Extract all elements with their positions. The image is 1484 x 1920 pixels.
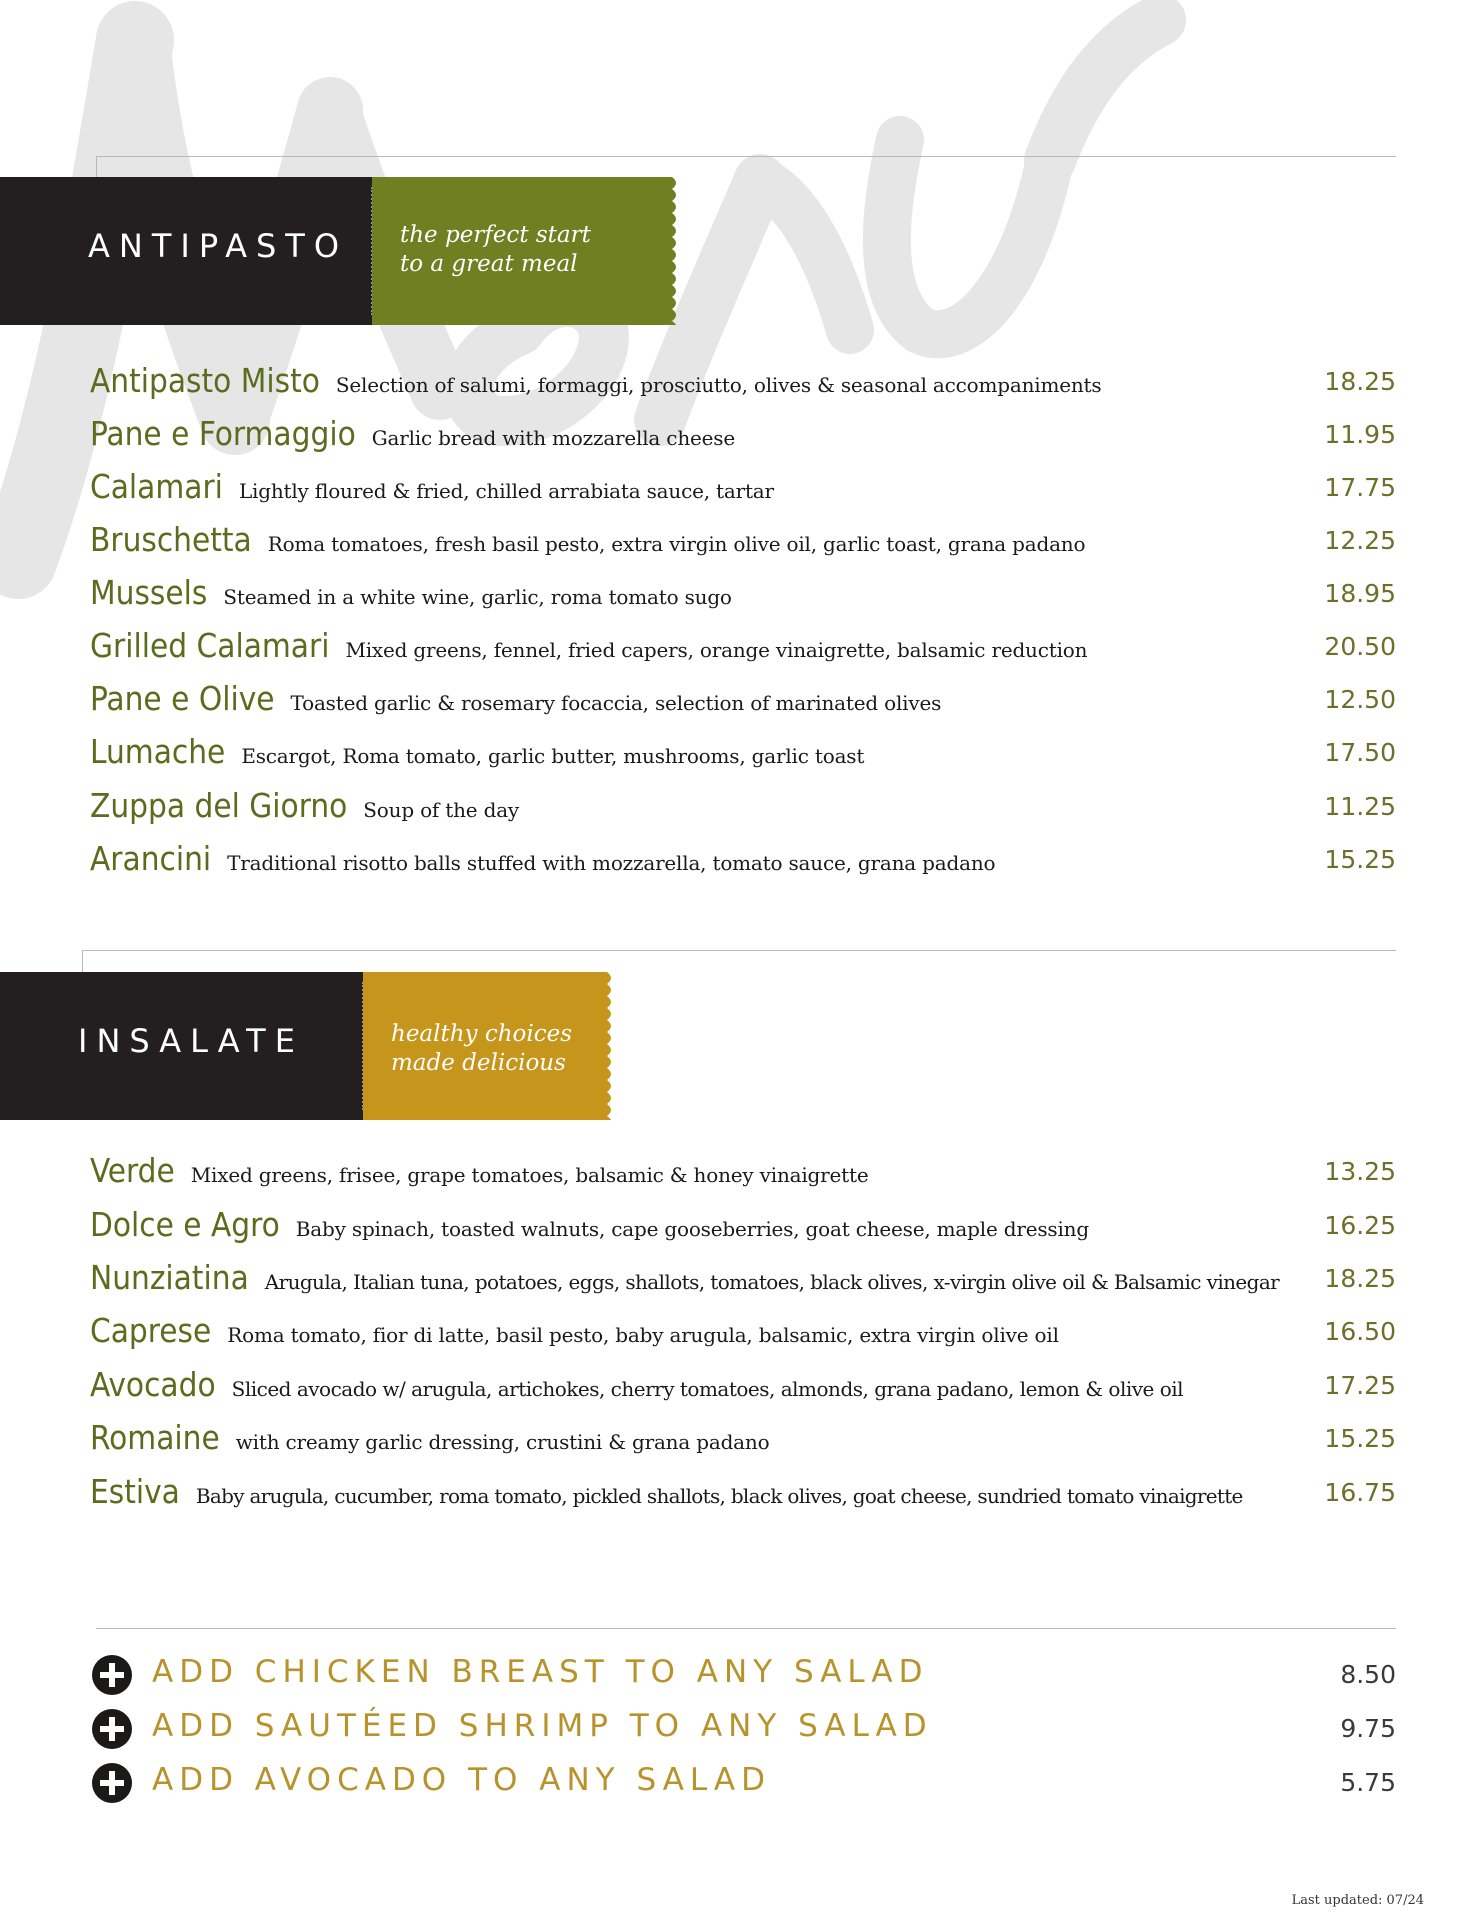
insalate-tagline bbox=[391, 1020, 631, 1078]
item-description: Sliced avocado w/ arugula, artichokes, cherry tomatoes, almonds, grana padano, lemon & olive oil bbox=[231, 1377, 1184, 1401]
item-price: 17.50 bbox=[1324, 738, 1396, 767]
item-price: 12.25 bbox=[1324, 526, 1396, 555]
addon-item bbox=[90, 1756, 1396, 1808]
item-description: with creamy garlic dressing, crustini & grana padano bbox=[235, 1430, 770, 1454]
item-description: Traditional risotto balls stuffed with mozzarella, tomato sauce, grana padano bbox=[227, 851, 996, 875]
item-price: 16.75 bbox=[1324, 1478, 1396, 1507]
item-description: Escargot, Roma tomato, garlic butter, mushrooms, garlic toast bbox=[241, 744, 865, 768]
menu-item bbox=[90, 723, 1396, 777]
item-description: Baby arugula, cucumber, roma tomato, pickled shallots, black olives, goat cheese, sundried tomato vinaigrette bbox=[195, 1484, 1243, 1508]
item-name: Nunziatina bbox=[90, 1258, 249, 1297]
item-name: Verde bbox=[90, 1151, 175, 1190]
item-price: 16.50 bbox=[1324, 1317, 1396, 1346]
insalate-top-rule bbox=[82, 950, 1396, 951]
item-price: 11.25 bbox=[1324, 792, 1396, 821]
item-description: Mixed greens, fennel, fried capers, orange vinaigrette, balsamic reduction bbox=[345, 638, 1088, 662]
item-price: 18.25 bbox=[1324, 1264, 1396, 1293]
menu-item bbox=[90, 670, 1396, 724]
item-description: Arugula, Italian tuna, potatoes, eggs, shallots, tomatoes, black olives, x-virgin olive oil & Balsamic vinegar bbox=[264, 1270, 1280, 1294]
antipasto-title-box bbox=[0, 177, 372, 325]
insalate-tagline-line1: healthy choices bbox=[391, 1021, 573, 1047]
item-description: Garlic bread with mozzarella cheese bbox=[371, 426, 735, 450]
menu-item bbox=[90, 1356, 1396, 1410]
item-name: Avocado bbox=[90, 1365, 216, 1404]
item-price: 16.25 bbox=[1324, 1211, 1396, 1240]
menu-item bbox=[90, 830, 1396, 884]
item-price: 11.95 bbox=[1324, 420, 1396, 449]
item-description: Soup of the day bbox=[363, 798, 520, 822]
item-price: 13.25 bbox=[1324, 1157, 1396, 1186]
addon-text: ADD SAUTÉED SHRIMP TO ANY SALAD bbox=[152, 1708, 933, 1744]
menu-item bbox=[90, 458, 1396, 512]
menu-item bbox=[90, 511, 1396, 565]
item-price: 17.25 bbox=[1324, 1371, 1396, 1400]
antipasto-top-rule bbox=[96, 156, 1396, 157]
addon-text: ADD CHICKEN BREAST TO ANY SALAD bbox=[152, 1654, 929, 1690]
menu-item bbox=[90, 352, 1396, 406]
item-name: Romaine bbox=[90, 1418, 220, 1457]
plus-circle-icon bbox=[92, 1709, 132, 1749]
last-updated: Last updated: 07/24 bbox=[1291, 1893, 1424, 1908]
item-price: 15.25 bbox=[1324, 845, 1396, 874]
menu-item bbox=[90, 777, 1396, 831]
menu-item bbox=[90, 1249, 1396, 1303]
addon-price: 8.50 bbox=[1340, 1660, 1396, 1689]
item-description: Roma tomato, fior di latte, basil pesto, baby arugula, balsamic, extra virgin olive oil bbox=[227, 1323, 1059, 1347]
item-price: 15.25 bbox=[1324, 1424, 1396, 1453]
plus-circle-icon bbox=[92, 1655, 132, 1695]
item-name: Arancini bbox=[90, 839, 212, 878]
menu-item bbox=[90, 1142, 1396, 1196]
item-description: Selection of salumi, formaggi, prosciutto, olives & seasonal accompaniments bbox=[335, 373, 1102, 397]
item-name: Bruschetta bbox=[90, 520, 252, 559]
insalate-tagline-line2: made delicious bbox=[391, 1050, 566, 1076]
menu-item bbox=[90, 1463, 1396, 1517]
item-price: 12.50 bbox=[1324, 685, 1396, 714]
menu-item bbox=[90, 564, 1396, 618]
antipasto-tagline bbox=[400, 221, 640, 279]
menu-item bbox=[90, 1409, 1396, 1463]
item-description: Baby spinach, toasted walnuts, cape gooseberries, goat cheese, maple dressing bbox=[295, 1217, 1089, 1241]
item-price: 20.50 bbox=[1324, 632, 1396, 661]
item-name: Caprese bbox=[90, 1311, 212, 1350]
antipasto-tagline-line2: to a great meal bbox=[400, 251, 578, 277]
addons-rule bbox=[96, 1628, 1396, 1629]
addon-item bbox=[90, 1702, 1396, 1754]
addon-item bbox=[90, 1648, 1396, 1700]
insalate-header bbox=[0, 972, 620, 1120]
item-name: Lumache bbox=[90, 732, 226, 771]
item-name: Mussels bbox=[90, 573, 208, 612]
item-description: Toasted garlic & rosemary focaccia, selection of marinated olives bbox=[290, 691, 942, 715]
plus-circle-icon bbox=[92, 1763, 132, 1803]
item-price: 18.95 bbox=[1324, 579, 1396, 608]
antipasto-tagline-line1: the perfect start bbox=[400, 222, 591, 248]
item-price: 18.25 bbox=[1324, 367, 1396, 396]
menu-item bbox=[90, 1196, 1396, 1250]
antipasto-header bbox=[0, 177, 690, 325]
item-description: Mixed greens, frisee, grape tomatoes, balsamic & honey vinaigrette bbox=[190, 1163, 869, 1187]
item-name: Grilled Calamari bbox=[90, 626, 330, 665]
menu-item bbox=[90, 405, 1396, 459]
antipasto-title: ANTIPASTO bbox=[88, 227, 348, 265]
insalate-title-box bbox=[0, 972, 363, 1120]
menu-item bbox=[90, 1302, 1396, 1356]
item-name: Pane e Formaggio bbox=[90, 414, 356, 453]
addon-price: 5.75 bbox=[1340, 1768, 1396, 1797]
item-description: Lightly floured & fried, chilled arrabiata sauce, tartar bbox=[238, 479, 774, 503]
item-description: Roma tomatoes, fresh basil pesto, extra virgin olive oil, garlic toast, grana padano bbox=[267, 532, 1086, 556]
addon-text: ADD AVOCADO TO ANY SALAD bbox=[152, 1762, 771, 1798]
item-name: Dolce e Agro bbox=[90, 1205, 280, 1244]
insalate-title: INSALATE bbox=[78, 1022, 304, 1060]
item-name: Antipasto Misto bbox=[90, 361, 320, 400]
item-description: Steamed in a white wine, garlic, roma tomato sugo bbox=[223, 585, 732, 609]
item-name: Calamari bbox=[90, 467, 223, 506]
item-price: 17.75 bbox=[1324, 473, 1396, 502]
item-name: Zuppa del Giorno bbox=[90, 786, 348, 825]
item-name: Pane e Olive bbox=[90, 679, 275, 718]
addon-price: 9.75 bbox=[1340, 1714, 1396, 1743]
item-name: Estiva bbox=[90, 1472, 180, 1511]
menu-item bbox=[90, 617, 1396, 671]
